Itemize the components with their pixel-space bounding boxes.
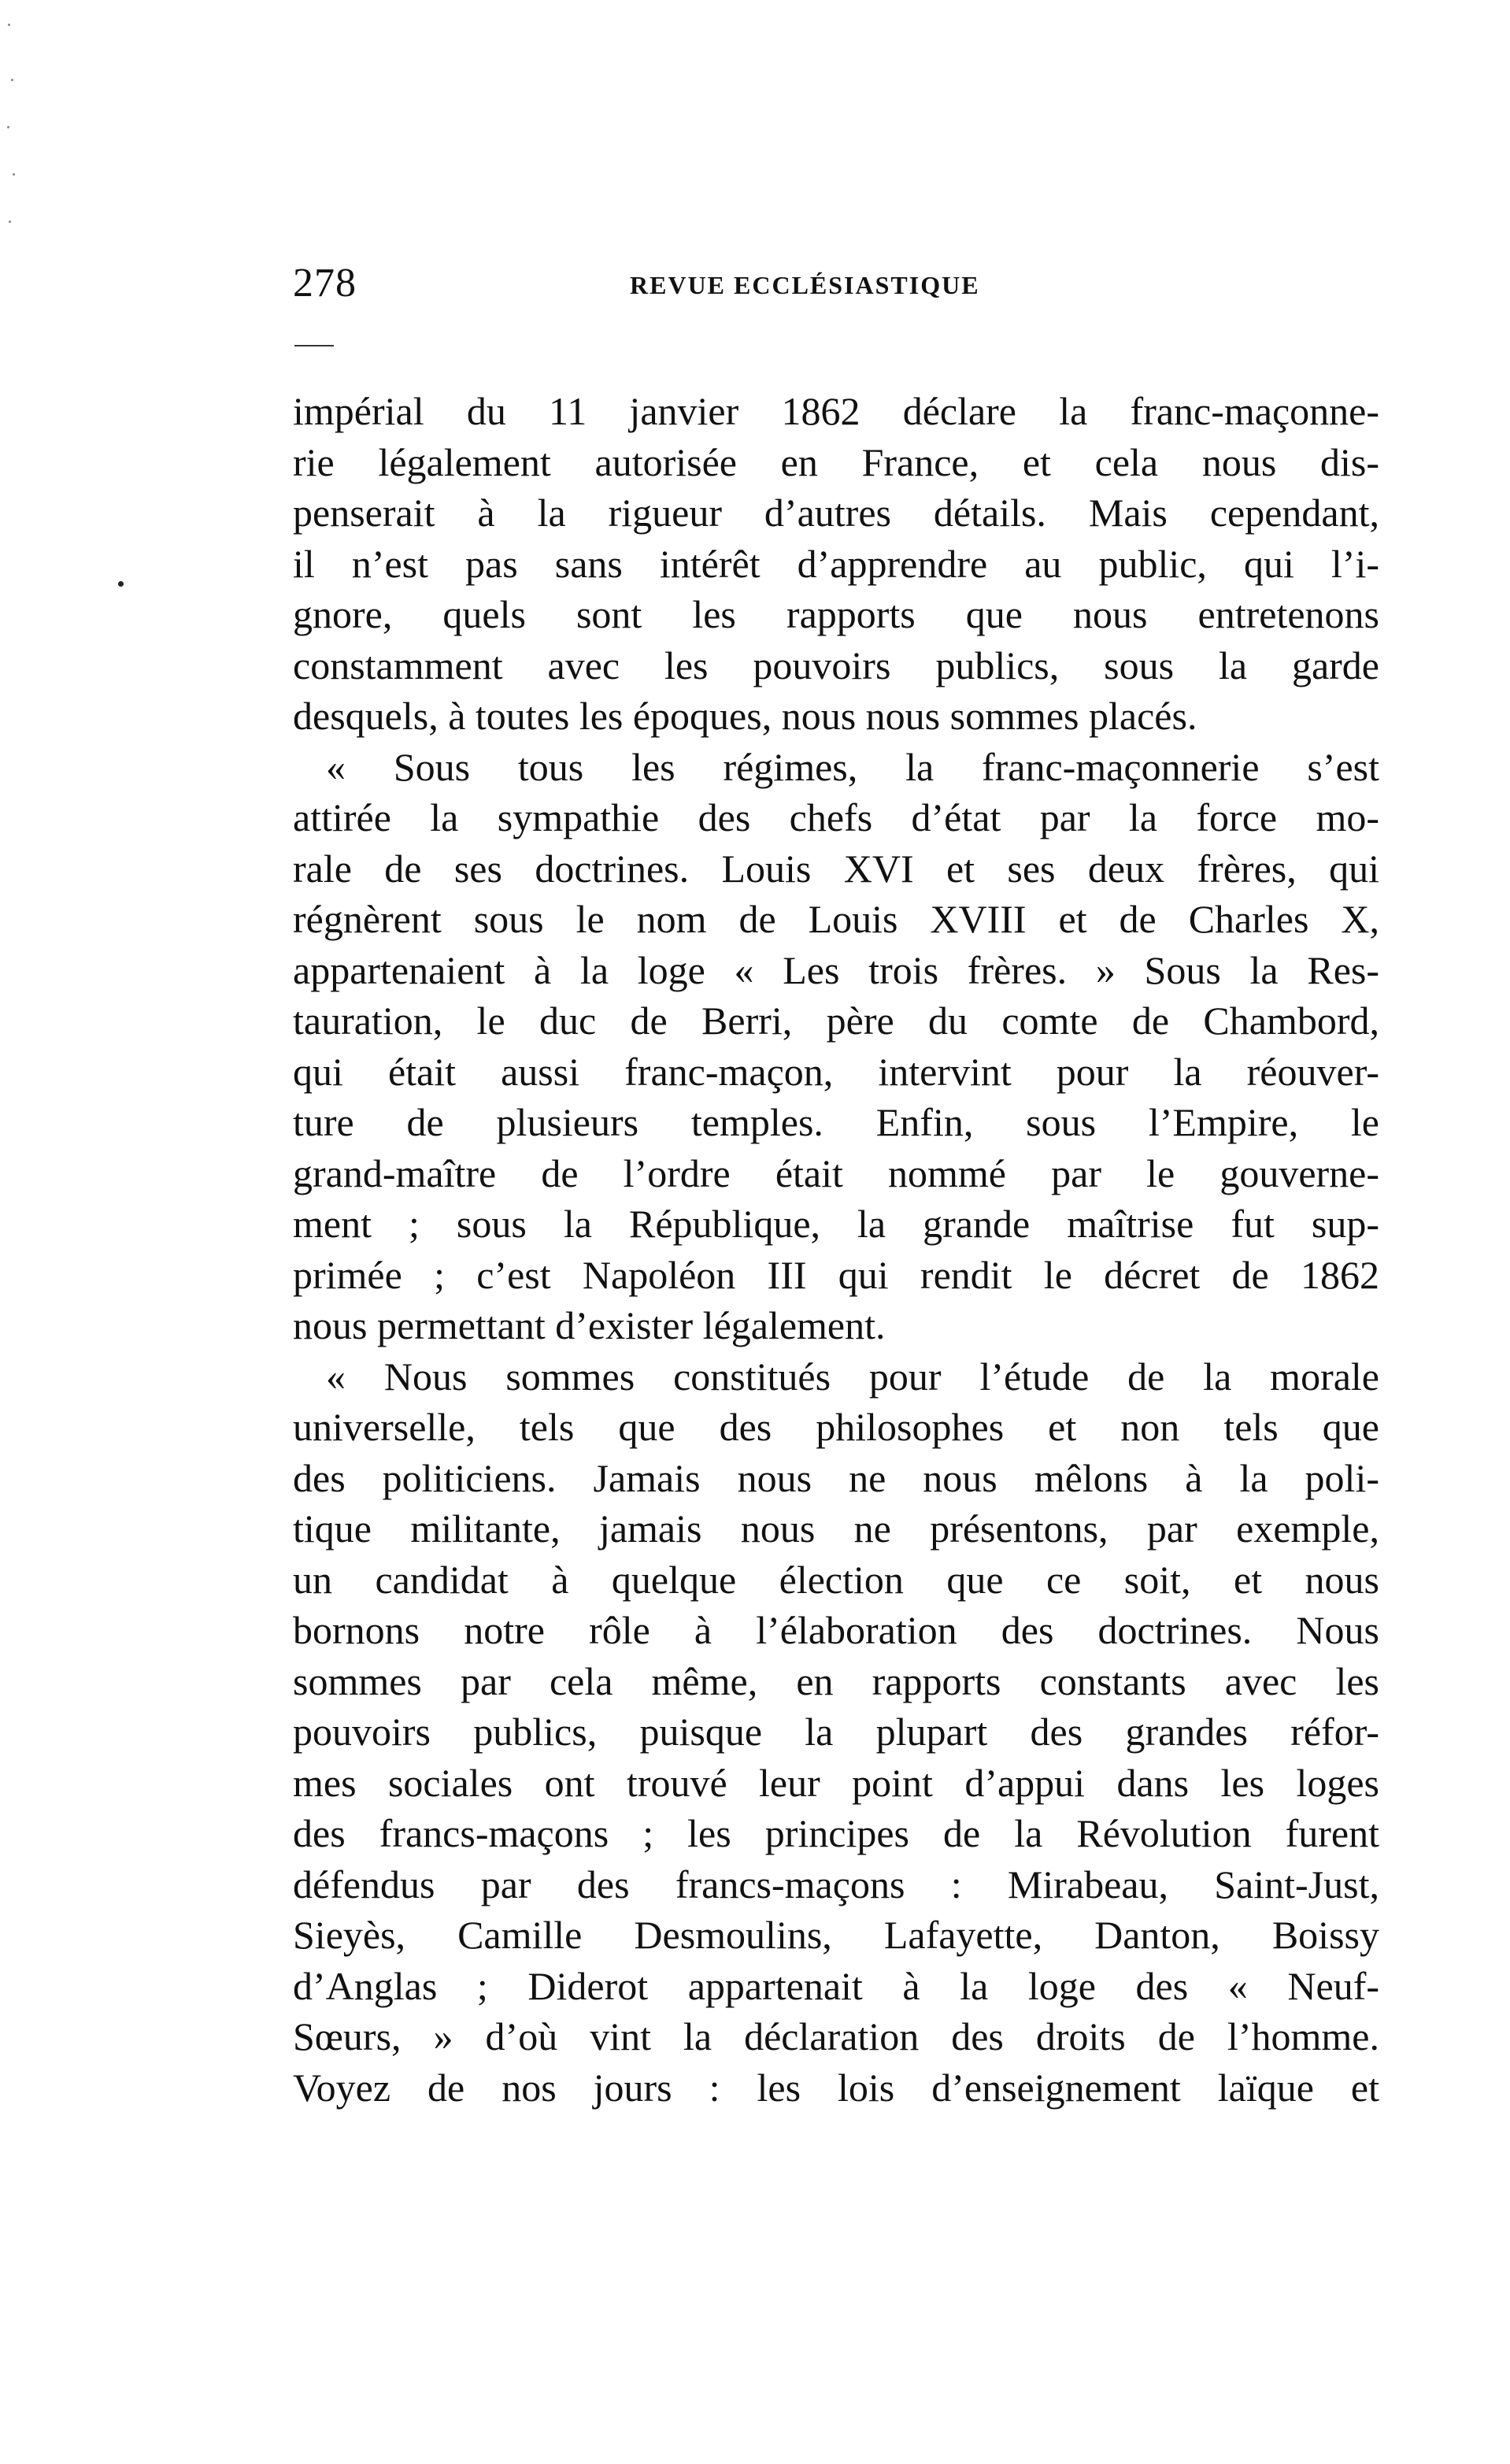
text-line: appartenaient à la loge « Les trois frères. » Sous la Res-	[293, 947, 1379, 992]
body-text	[293, 386, 1379, 2113]
text-line: pouvoirs publics, puisque la plupart des grandes réfor-	[293, 1710, 1379, 1754]
scan-edge-specks	[6, 16, 22, 252]
running-title: REVUE ECCLÉSIASTIQUE	[630, 271, 980, 299]
page-number: 278	[293, 261, 357, 306]
text-line: défendus par des francs-maçons : Mirabeau, Saint-Just,	[293, 1862, 1379, 1906]
text-line: Sieyès, Camille Desmoulins, Lafayette, Danton, Boissy	[293, 1913, 1379, 1957]
text-line: desquels, à toutes les époques, nous nous sommes placés.	[293, 694, 1197, 738]
text-line: d’Anglas ; Diderot appartenait à la loge des « Neuf-	[293, 1963, 1379, 2008]
text-line: grand-maître de l’ordre était nommé par le gouverne-	[293, 1150, 1379, 1195]
text-line: il n’est pas sans intérêt d’apprendre au public, qui l’i-	[293, 541, 1379, 586]
text-line: régnèrent sous le nom de Louis XVIII et de Charles X,	[293, 897, 1379, 941]
text-line: des francs-maçons ; les principes de la Révolution furent	[293, 1811, 1379, 1855]
text-line: bornons notre rôle à l’élaboration des doctrines. Nous	[293, 1608, 1379, 1652]
text-line: un candidat à quelque élection que ce soit, et nous	[293, 1557, 1379, 1602]
text-line: rie légalement autorisée en France, et cela nous dis-	[293, 439, 1379, 484]
text-line: attirée la sympathie des chefs d’état par la force mo-	[293, 795, 1379, 839]
text-line: rale de ses doctrines. Louis XVI et ses deux frères, qui	[293, 846, 1379, 891]
text-line: ment ; sous la République, la grande maîtrise fut sup-	[293, 1202, 1379, 1246]
text-line: primée ; c’est Napoléon III qui rendit le décret de 1862	[293, 1252, 1379, 1297]
margin-mark	[118, 581, 124, 587]
text-line: qui était aussi franc-maçon, intervint pour la réouver-	[293, 1049, 1379, 1094]
text-line: penserait à la rigueur d’autres détails. Mais cependant,	[293, 491, 1379, 535]
header-rule	[294, 345, 334, 346]
text-line: des politiciens. Jamais nous ne nous mêlons à la poli-	[293, 1455, 1379, 1500]
text-line: constamment avec les pouvoirs publics, sous la garde	[293, 643, 1379, 687]
text-line: universelle, tels que des philosophes et non tels que	[293, 1405, 1379, 1449]
text-line: impérial du 11 janvier 1862 déclare la franc-maçonne-	[293, 389, 1379, 433]
text-line: mes sociales ont trouvé leur point d’appui dans les loges	[293, 1760, 1379, 1805]
text-line: nous permettant d’exister légalement.	[293, 1303, 886, 1347]
text-line: « Sous tous les régimes, la franc-maçonnerie s’est	[326, 744, 1379, 789]
text-line: tique militante, jamais nous ne présentons, par exemple,	[293, 1506, 1379, 1551]
text-line: gnore, quels sont les rapports que nous entretenons	[293, 592, 1379, 636]
text-line: Voyez de nos jours : les lois d’enseignement laïque et	[293, 2065, 1379, 2110]
text-line: Sœurs, » d’où vint la déclaration des droits de l’homme.	[293, 2014, 1379, 2058]
running-head	[293, 260, 1379, 307]
text-line: « Nous sommes constitués pour l’étude de la morale	[326, 1354, 1379, 1399]
text-line: sommes par cela même, en rapports constants avec les	[293, 1658, 1379, 1703]
text-line: ture de plusieurs temples. Enfin, sous l’Empire, le	[293, 1100, 1379, 1144]
text-line: tauration, le duc de Berri, père du comte de Chambord,	[293, 999, 1379, 1043]
